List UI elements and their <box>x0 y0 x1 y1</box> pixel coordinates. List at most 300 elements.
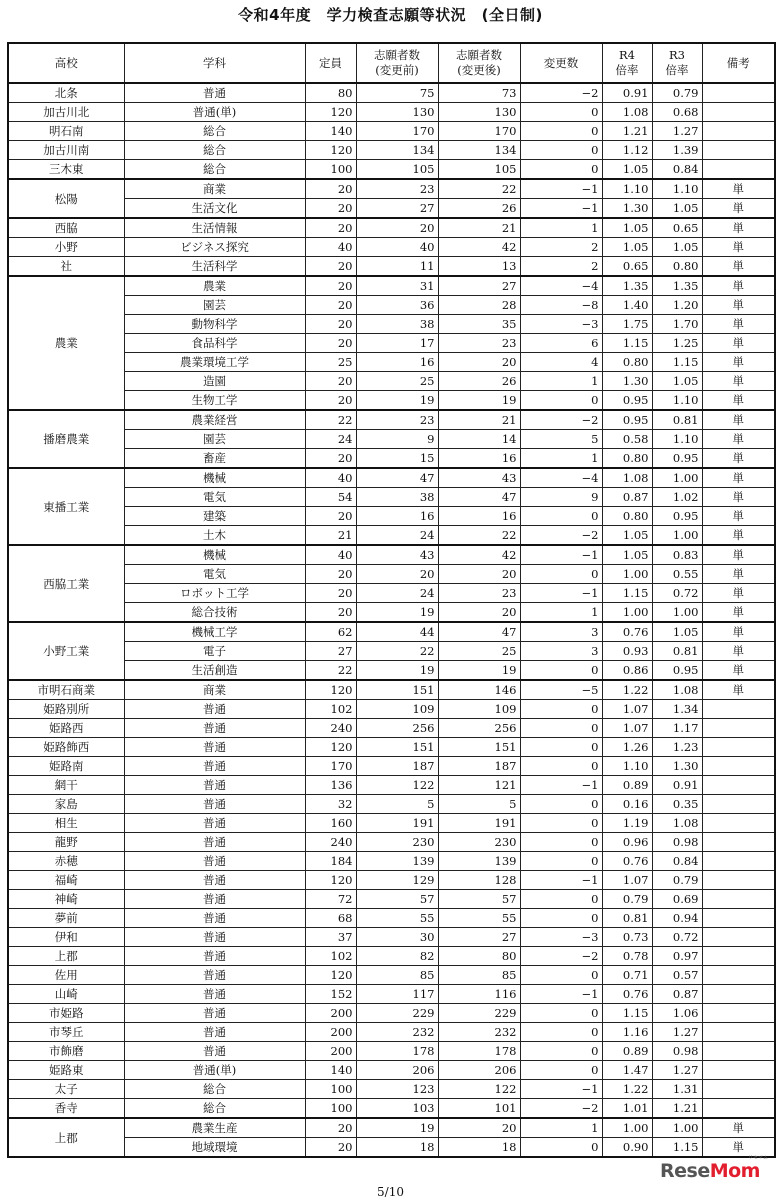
capacity-cell: 20 <box>305 257 356 277</box>
dept-cell: 電子 <box>124 642 305 661</box>
note-cell <box>702 83 775 103</box>
note-cell: 単 <box>702 526 775 546</box>
dept-cell: 普通 <box>124 928 305 947</box>
capacity-cell: 22 <box>305 410 356 430</box>
r3-cell: 0.84 <box>652 852 702 871</box>
school-cell: 社 <box>8 257 124 277</box>
after-cell: 26 <box>438 199 520 219</box>
after-cell: 230 <box>438 833 520 852</box>
dept-cell: 園芸 <box>124 430 305 449</box>
table-row <box>8 507 775 526</box>
capacity-cell: 120 <box>305 103 356 122</box>
after-cell: 20 <box>438 565 520 584</box>
r4-cell: 1.47 <box>602 1061 652 1080</box>
note-cell <box>702 871 775 890</box>
table-row <box>8 871 775 890</box>
after-cell: 16 <box>438 507 520 526</box>
school-cell: 香寺 <box>8 1099 124 1119</box>
after-cell: 256 <box>438 719 520 738</box>
capacity-cell: 20 <box>305 507 356 526</box>
dept-cell: 生活創造 <box>124 661 305 681</box>
r4-cell: 1.00 <box>602 565 652 584</box>
table-row <box>8 83 775 103</box>
school-cell: 伊和 <box>8 928 124 947</box>
school-cell: 松陽 <box>8 179 124 218</box>
r4-cell: 0.16 <box>602 795 652 814</box>
before-cell: 22 <box>356 642 438 661</box>
before-cell: 85 <box>356 966 438 985</box>
before-cell: 23 <box>356 179 438 199</box>
table-row <box>8 238 775 257</box>
capacity-cell: 24 <box>305 430 356 449</box>
school-cell: 相生 <box>8 814 124 833</box>
dept-cell: 農業環境工学 <box>124 353 305 372</box>
capacity-cell: 80 <box>305 83 356 103</box>
note-cell: 単 <box>702 276 775 296</box>
table-row <box>8 179 775 199</box>
capacity-cell: 120 <box>305 738 356 757</box>
note-cell <box>702 795 775 814</box>
change-cell: 0 <box>520 700 602 719</box>
before-cell: 18 <box>356 1138 438 1158</box>
dept-cell: 普通 <box>124 871 305 890</box>
capacity-cell: 200 <box>305 1042 356 1061</box>
after-cell: 28 <box>438 296 520 315</box>
note-cell: 単 <box>702 430 775 449</box>
dept-cell: 生物工学 <box>124 391 305 411</box>
table-row <box>8 334 775 353</box>
school-cell: 神崎 <box>8 890 124 909</box>
capacity-cell: 240 <box>305 833 356 852</box>
note-cell <box>702 1061 775 1080</box>
before-cell: 129 <box>356 871 438 890</box>
table-row <box>8 584 775 603</box>
table-row <box>8 1099 775 1119</box>
r4-cell: 0.89 <box>602 776 652 795</box>
r4-cell: 0.76 <box>602 852 652 871</box>
table-row <box>8 218 775 238</box>
before-cell: 24 <box>356 584 438 603</box>
capacity-cell: 20 <box>305 334 356 353</box>
r3-cell: 1.00 <box>652 1118 702 1138</box>
after-cell: 109 <box>438 700 520 719</box>
capacity-cell: 27 <box>305 642 356 661</box>
r3-cell: 1.05 <box>652 372 702 391</box>
school-cell: 龍野 <box>8 833 124 852</box>
note-cell <box>702 738 775 757</box>
r4-cell: 1.07 <box>602 700 652 719</box>
change-cell: 1 <box>520 218 602 238</box>
r4-cell: 1.15 <box>602 584 652 603</box>
note-cell: 単 <box>702 1118 775 1138</box>
change-cell: −1 <box>520 1080 602 1099</box>
table-row <box>8 315 775 334</box>
table-row <box>8 160 775 180</box>
r3-cell: 0.91 <box>652 776 702 795</box>
school-cell: 三木東 <box>8 160 124 180</box>
capacity-cell: 140 <box>305 122 356 141</box>
before-cell: 43 <box>356 545 438 565</box>
r3-cell: 1.35 <box>652 276 702 296</box>
before-cell: 170 <box>356 122 438 141</box>
school-cell: 上郡 <box>8 1118 124 1157</box>
logo-text-a: Rese <box>660 1160 710 1182</box>
school-cell: 市飾磨 <box>8 1042 124 1061</box>
note-cell: 単 <box>702 642 775 661</box>
before-cell: 232 <box>356 1023 438 1042</box>
r4-cell: 1.19 <box>602 814 652 833</box>
after-cell: 5 <box>438 795 520 814</box>
after-cell: 14 <box>438 430 520 449</box>
change-cell: 0 <box>520 1138 602 1158</box>
r3-cell: 1.06 <box>652 1004 702 1023</box>
dept-cell: 総合 <box>124 160 305 180</box>
table-row <box>8 199 775 219</box>
header-capacity: 定員 <box>305 43 356 83</box>
after-cell: 47 <box>438 488 520 507</box>
capacity-cell: 62 <box>305 622 356 642</box>
change-cell: 0 <box>520 1042 602 1061</box>
header-before-line2: (変更前) <box>375 63 419 77</box>
table-row <box>8 353 775 372</box>
r3-cell: 0.72 <box>652 928 702 947</box>
before-cell: 20 <box>356 218 438 238</box>
capacity-cell: 160 <box>305 814 356 833</box>
change-cell: −2 <box>520 83 602 103</box>
r4-cell: 1.10 <box>602 179 652 199</box>
school-cell: 農業 <box>8 276 124 410</box>
r3-cell: 0.65 <box>652 218 702 238</box>
r3-cell: 1.10 <box>652 179 702 199</box>
table-row <box>8 1118 775 1138</box>
dept-cell: 総合 <box>124 1080 305 1099</box>
r3-cell: 0.72 <box>652 584 702 603</box>
r4-cell: 1.05 <box>602 545 652 565</box>
note-cell: 単 <box>702 603 775 623</box>
capacity-cell: 120 <box>305 871 356 890</box>
capacity-cell: 120 <box>305 680 356 700</box>
dept-cell: 普通 <box>124 966 305 985</box>
r4-cell: 1.05 <box>602 238 652 257</box>
table-row <box>8 947 775 966</box>
table-row <box>8 391 775 411</box>
change-cell: 0 <box>520 757 602 776</box>
table-row <box>8 1004 775 1023</box>
school-cell: 市明石商業 <box>8 680 124 700</box>
note-cell <box>702 1080 775 1099</box>
table-row <box>8 449 775 469</box>
note-cell: 単 <box>702 218 775 238</box>
note-cell <box>702 1099 775 1119</box>
change-cell: 1 <box>520 1118 602 1138</box>
change-cell: 3 <box>520 642 602 661</box>
before-cell: 256 <box>356 719 438 738</box>
r3-cell: 0.95 <box>652 449 702 469</box>
before-cell: 44 <box>356 622 438 642</box>
note-cell <box>702 1042 775 1061</box>
change-cell: −4 <box>520 468 602 488</box>
r3-cell: 0.55 <box>652 565 702 584</box>
change-cell: 9 <box>520 488 602 507</box>
before-cell: 230 <box>356 833 438 852</box>
r3-cell: 0.35 <box>652 795 702 814</box>
table-body <box>8 83 775 1157</box>
change-cell: 0 <box>520 852 602 871</box>
capacity-cell: 20 <box>305 391 356 411</box>
change-cell: 4 <box>520 353 602 372</box>
table-row <box>8 257 775 277</box>
note-cell: 単 <box>702 584 775 603</box>
dept-cell: 建築 <box>124 507 305 526</box>
r3-cell: 0.81 <box>652 642 702 661</box>
school-cell: 福崎 <box>8 871 124 890</box>
after-cell: 105 <box>438 160 520 180</box>
change-cell: 0 <box>520 1061 602 1080</box>
r4-cell: 1.15 <box>602 1004 652 1023</box>
r3-cell: 1.17 <box>652 719 702 738</box>
after-cell: 101 <box>438 1099 520 1119</box>
change-cell: −1 <box>520 584 602 603</box>
change-cell: 3 <box>520 622 602 642</box>
r3-cell: 1.15 <box>652 1138 702 1158</box>
before-cell: 139 <box>356 852 438 871</box>
before-cell: 19 <box>356 1118 438 1138</box>
after-cell: 21 <box>438 410 520 430</box>
r3-cell: 1.27 <box>652 122 702 141</box>
dept-cell: 動物科学 <box>124 315 305 334</box>
capacity-cell: 152 <box>305 985 356 1004</box>
change-cell: 0 <box>520 1004 602 1023</box>
dept-cell: ロボット工学 <box>124 584 305 603</box>
r3-cell: 1.30 <box>652 757 702 776</box>
dept-cell: 土木 <box>124 526 305 546</box>
dept-cell: 園芸 <box>124 296 305 315</box>
table-row <box>8 488 775 507</box>
after-cell: 85 <box>438 966 520 985</box>
table-row <box>8 468 775 488</box>
note-cell <box>702 947 775 966</box>
table-row <box>8 795 775 814</box>
r4-cell: 1.05 <box>602 160 652 180</box>
table-row <box>8 966 775 985</box>
change-cell: 0 <box>520 833 602 852</box>
change-cell: −1 <box>520 545 602 565</box>
change-cell: 2 <box>520 238 602 257</box>
r3-cell: 1.23 <box>652 738 702 757</box>
before-cell: 36 <box>356 296 438 315</box>
r3-cell: 1.34 <box>652 700 702 719</box>
change-cell: 0 <box>520 391 602 411</box>
table-row <box>8 565 775 584</box>
dept-cell: ビジネス探究 <box>124 238 305 257</box>
change-cell: −2 <box>520 410 602 430</box>
r4-cell: 1.21 <box>602 122 652 141</box>
after-cell: 20 <box>438 603 520 623</box>
dept-cell: 普通 <box>124 852 305 871</box>
dept-cell: 機械 <box>124 545 305 565</box>
before-cell: 9 <box>356 430 438 449</box>
r3-cell: 1.39 <box>652 141 702 160</box>
before-cell: 109 <box>356 700 438 719</box>
r4-cell: 1.26 <box>602 738 652 757</box>
dept-cell: 普通 <box>124 890 305 909</box>
dept-cell: 普通 <box>124 1023 305 1042</box>
note-cell <box>702 1004 775 1023</box>
r4-cell: 1.05 <box>602 526 652 546</box>
note-cell <box>702 985 775 1004</box>
logo-text-b: Mom <box>709 1160 760 1182</box>
after-cell: 122 <box>438 1080 520 1099</box>
r3-cell: 1.10 <box>652 430 702 449</box>
r4-cell: 0.95 <box>602 410 652 430</box>
change-cell: 1 <box>520 372 602 391</box>
r4-cell: 1.07 <box>602 719 652 738</box>
r4-cell: 0.65 <box>602 257 652 277</box>
r4-cell: 0.80 <box>602 507 652 526</box>
table-row <box>8 545 775 565</box>
after-cell: 116 <box>438 985 520 1004</box>
dept-cell: 普通 <box>124 947 305 966</box>
r4-cell: 0.76 <box>602 622 652 642</box>
after-cell: 25 <box>438 642 520 661</box>
school-cell: 姫路別所 <box>8 700 124 719</box>
after-cell: 229 <box>438 1004 520 1023</box>
school-cell: 姫路東 <box>8 1061 124 1080</box>
after-cell: 57 <box>438 890 520 909</box>
capacity-cell: 102 <box>305 700 356 719</box>
dept-cell: 普通 <box>124 776 305 795</box>
capacity-cell: 32 <box>305 795 356 814</box>
dept-cell: 電気 <box>124 488 305 507</box>
dept-cell: 総合技術 <box>124 603 305 623</box>
dept-cell: 総合 <box>124 122 305 141</box>
change-cell: 0 <box>520 507 602 526</box>
r4-cell: 0.80 <box>602 353 652 372</box>
r4-cell: 1.12 <box>602 141 652 160</box>
r4-cell: 1.10 <box>602 757 652 776</box>
r4-cell: 0.96 <box>602 833 652 852</box>
r3-cell: 0.84 <box>652 160 702 180</box>
before-cell: 103 <box>356 1099 438 1119</box>
after-cell: 35 <box>438 315 520 334</box>
note-cell: 単 <box>702 296 775 315</box>
note-cell: 単 <box>702 661 775 681</box>
header-dept: 学科 <box>124 43 305 83</box>
table-row <box>8 296 775 315</box>
after-cell: 20 <box>438 353 520 372</box>
change-cell: 0 <box>520 160 602 180</box>
r4-cell: 0.76 <box>602 985 652 1004</box>
table-row <box>8 928 775 947</box>
r4-cell: 1.30 <box>602 199 652 219</box>
capacity-cell: 54 <box>305 488 356 507</box>
school-cell: 東播工業 <box>8 468 124 545</box>
applications-table <box>7 42 776 1158</box>
change-cell: 2 <box>520 257 602 277</box>
dept-cell: 生活文化 <box>124 199 305 219</box>
capacity-cell: 240 <box>305 719 356 738</box>
before-cell: 5 <box>356 795 438 814</box>
capacity-cell: 25 <box>305 353 356 372</box>
r3-cell: 1.20 <box>652 296 702 315</box>
after-cell: 13 <box>438 257 520 277</box>
dept-cell: 電気 <box>124 565 305 584</box>
table-row <box>8 680 775 700</box>
dept-cell: 地域環境 <box>124 1138 305 1158</box>
r3-cell: 1.00 <box>652 526 702 546</box>
dept-cell: 機械工学 <box>124 622 305 642</box>
change-cell: −3 <box>520 928 602 947</box>
change-cell: 0 <box>520 890 602 909</box>
note-cell: 単 <box>702 565 775 584</box>
table-row <box>8 122 775 141</box>
school-cell: 市姫路 <box>8 1004 124 1023</box>
before-cell: 55 <box>356 909 438 928</box>
school-cell: 上郡 <box>8 947 124 966</box>
r3-cell: 1.08 <box>652 814 702 833</box>
after-cell: 19 <box>438 661 520 681</box>
change-cell: 0 <box>520 1023 602 1042</box>
school-cell: 加古川南 <box>8 141 124 160</box>
r3-cell: 1.25 <box>652 334 702 353</box>
table-row <box>8 719 775 738</box>
change-cell: −1 <box>520 179 602 199</box>
note-cell: 単 <box>702 238 775 257</box>
capacity-cell: 20 <box>305 449 356 469</box>
school-cell: 西脇 <box>8 218 124 238</box>
table-row <box>8 1138 775 1158</box>
dept-cell: 商業 <box>124 680 305 700</box>
dept-cell: 生活情報 <box>124 218 305 238</box>
r4-cell: 1.00 <box>602 1118 652 1138</box>
note-cell: 単 <box>702 410 775 430</box>
table-row <box>8 661 775 681</box>
capacity-cell: 21 <box>305 526 356 546</box>
before-cell: 40 <box>356 238 438 257</box>
change-cell: 0 <box>520 103 602 122</box>
before-cell: 122 <box>356 776 438 795</box>
table-header-row <box>8 43 775 83</box>
r3-cell: 1.70 <box>652 315 702 334</box>
table-row <box>8 1023 775 1042</box>
capacity-cell: 100 <box>305 1099 356 1119</box>
header-r3-line2: 倍率 <box>665 63 689 77</box>
r3-cell: 0.95 <box>652 661 702 681</box>
header-after-line1: 志願者数 <box>456 48 502 62</box>
capacity-cell: 20 <box>305 199 356 219</box>
note-cell: 単 <box>702 334 775 353</box>
after-cell: 80 <box>438 947 520 966</box>
before-cell: 57 <box>356 890 438 909</box>
before-cell: 24 <box>356 526 438 546</box>
header-before-line1: 志願者数 <box>374 48 420 62</box>
capacity-cell: 37 <box>305 928 356 947</box>
r4-cell: 0.93 <box>602 642 652 661</box>
r4-cell: 0.71 <box>602 966 652 985</box>
school-cell: 播磨農業 <box>8 410 124 468</box>
dept-cell: 生活科学 <box>124 257 305 277</box>
r4-cell: 0.73 <box>602 928 652 947</box>
note-cell <box>702 757 775 776</box>
capacity-cell: 20 <box>305 1118 356 1138</box>
header-after-line2: (変更後) <box>457 63 501 77</box>
capacity-cell: 100 <box>305 1080 356 1099</box>
r3-cell: 1.05 <box>652 622 702 642</box>
r3-cell: 1.27 <box>652 1061 702 1080</box>
capacity-cell: 120 <box>305 966 356 985</box>
before-cell: 151 <box>356 680 438 700</box>
note-cell <box>702 909 775 928</box>
